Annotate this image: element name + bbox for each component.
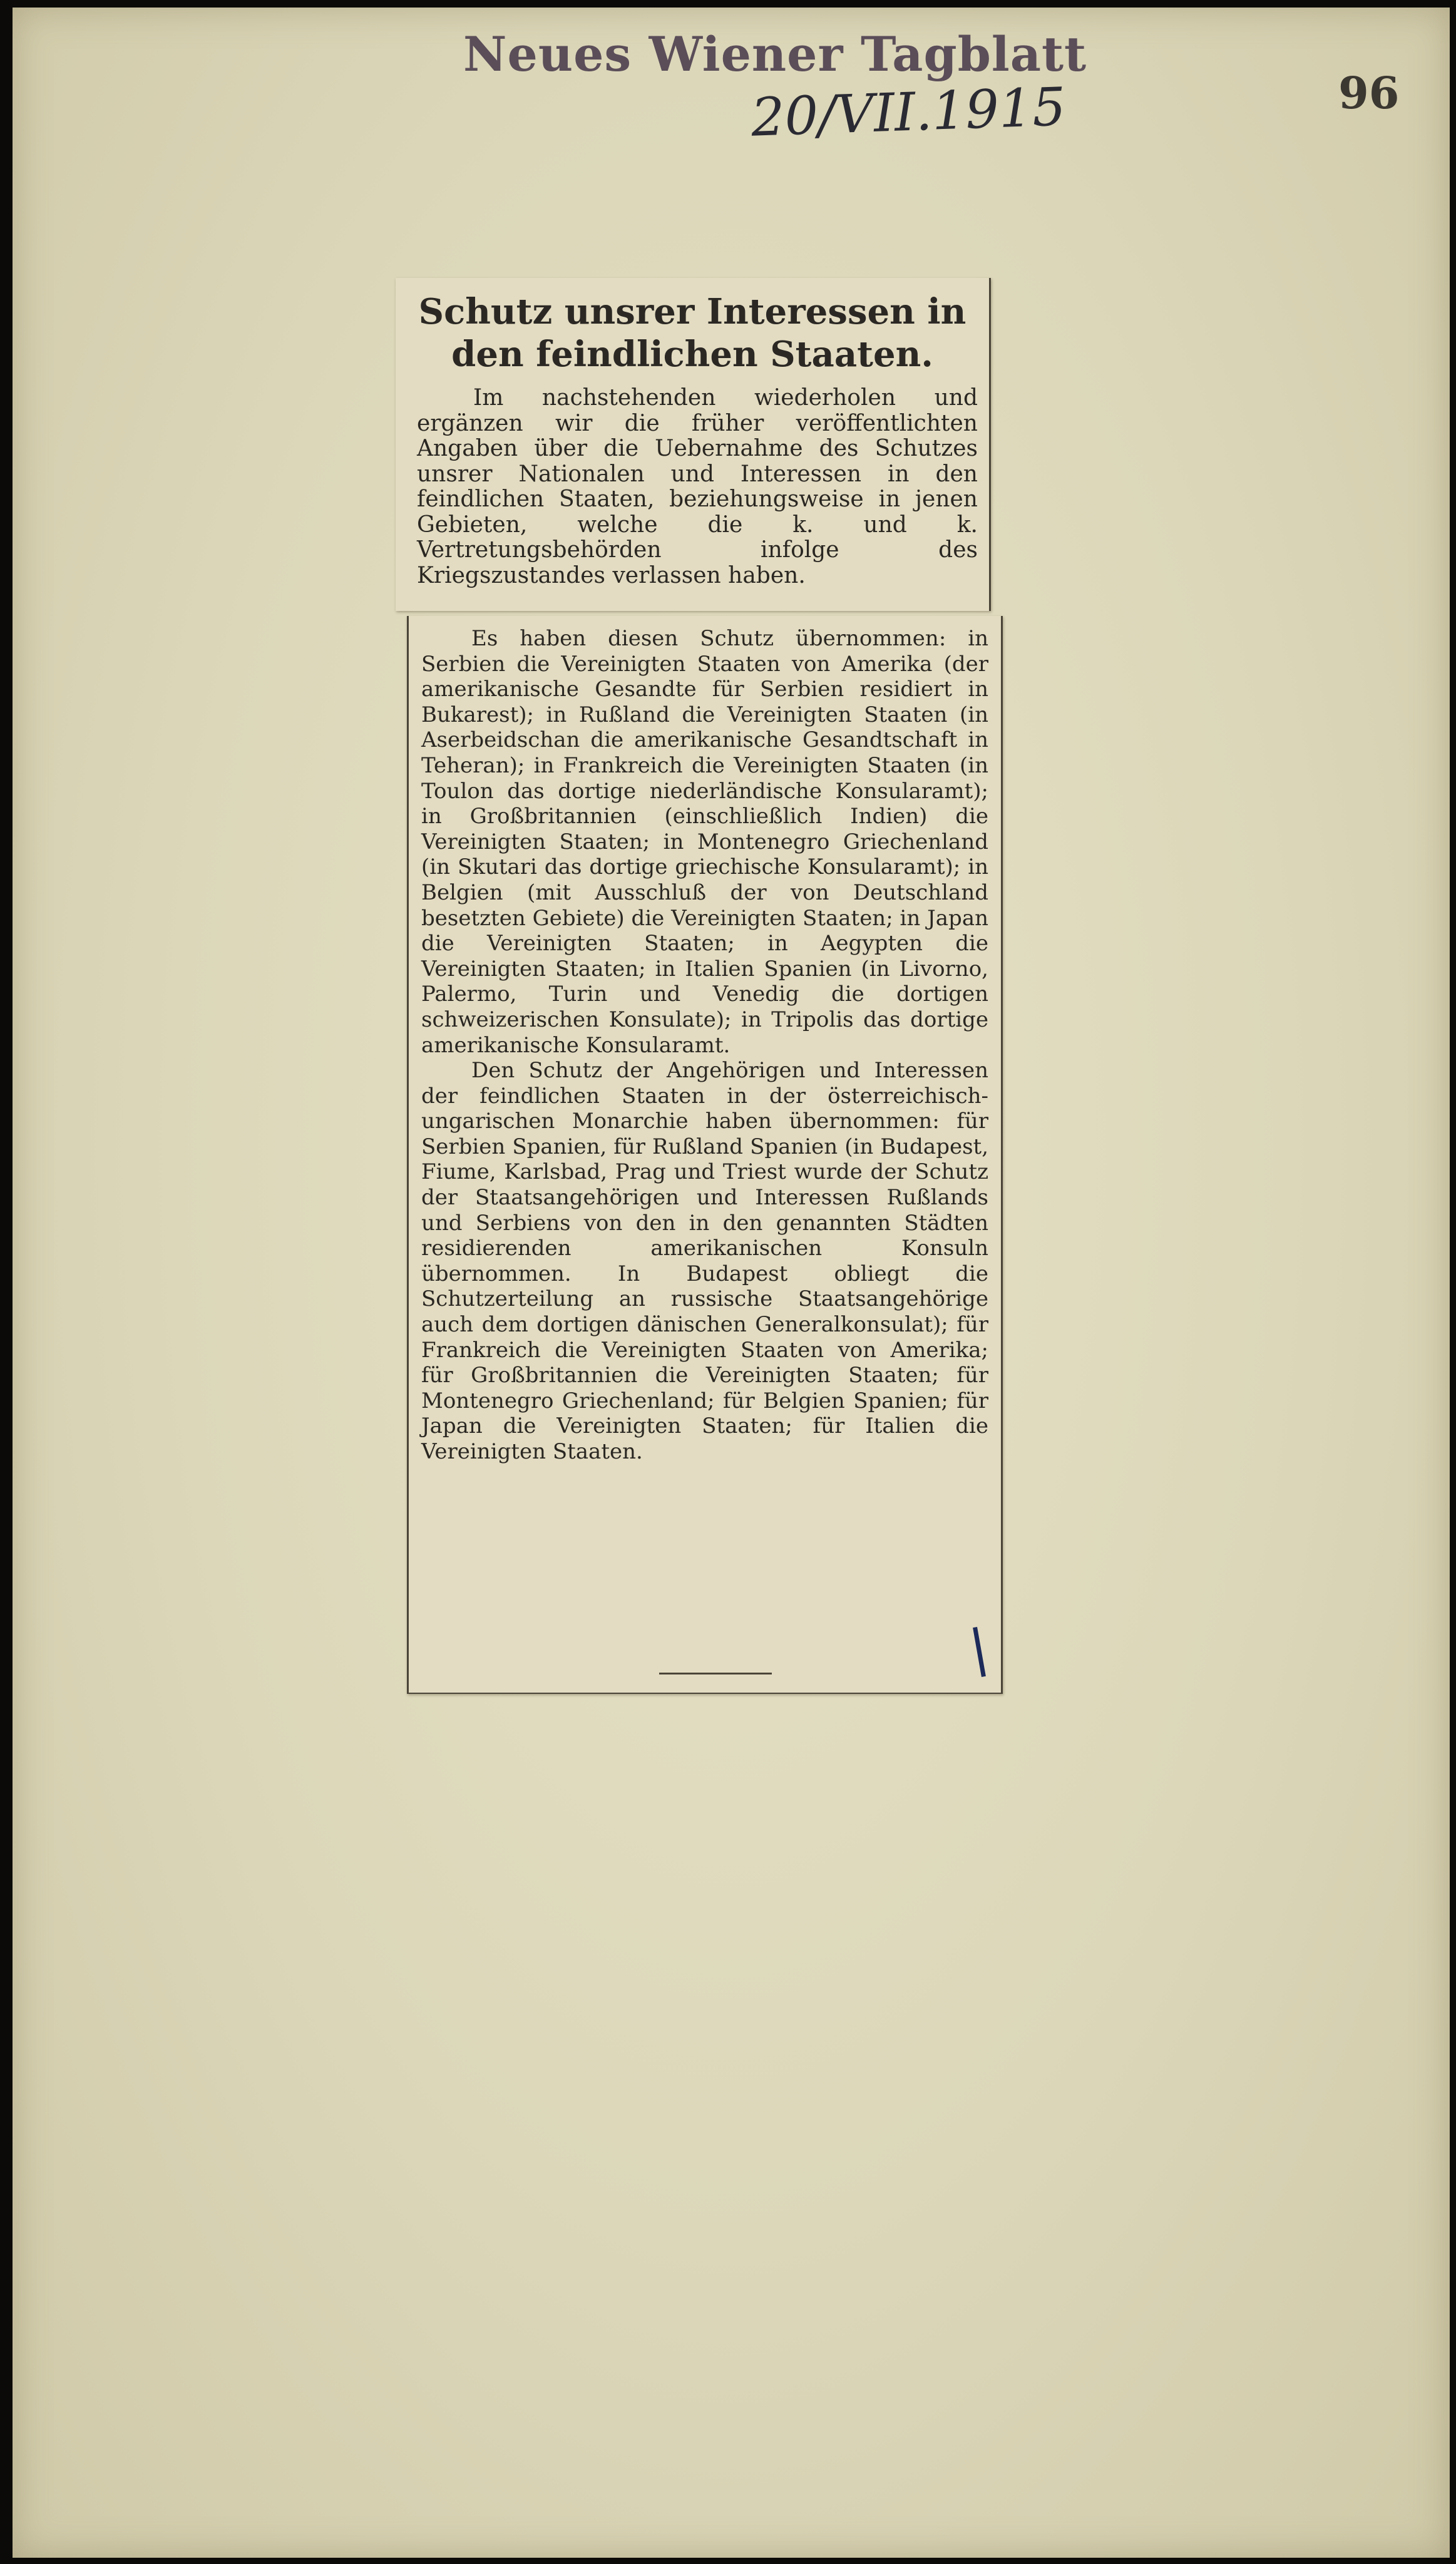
archive-sheet (13, 8, 1450, 2558)
page-number: 96 (1338, 67, 1400, 119)
article-paragraph-1: Es haben diesen Schutz übernommen: in Serbien die Vereinigten Staaten von Amerika (der amerikanische Gesandte für Serbien residiert in Bukarest); in Rußland die Vereinigten Staaten (in Aserbeidschan die amerikanische Gesandtschaft in Teheran); in Frankreich die Vereinigten Staaten (in Toulon das dortige niederländische Konsularamt); in Großbritannien (einschließlich Indien) die Vereinigten Staaten; in Montenegro Griechenland (in Skutari das dortige griechische Konsularamt); in Belgien (mit Ausschluß der von Deutschland besetzten Gebiete) die Vereinigten Staaten; in Japan die Vereinigten Staaten; in Aegypten die Vereinigten Staaten; in Italien Spanien (in Livorno, Palermo, Turin und Venedig die dortigen schweizerischen Konsulate); in Tripolis das dortige amerikanische Konsularamt. (421, 626, 988, 1058)
article-intro: Im nachstehenden wiederholen und ergänzen wir die früher veröffentlichten Angaben über die Uebernahme des Schutzes unsrer Nationalen und Interessen in den feindlichen Staaten, beziehungsweise in jenen Gebieten, welche die k. und k. Vertretungsbehörden infolge des Kriegszustandes verlassen haben. (417, 385, 978, 588)
article-paragraph-2: Den Schutz der Angehörigen und Interessen der feindlichen Staaten in der österreichisch-ungarischen Monarchie haben übernommen: für Serbien Spanien, für Rußland Spanien (in Budapest, Fiume, Karlsbad, Prag und Triest wurde der Schutz der Staatsangehörigen und Interessen Rußlands und Serbiens von den in den genannten Städten residierenden amerikanischen Konsuln übernommen. In Budapest obliegt die Schutzerteilung an russische Staatsangehörige auch dem dortigen dänischen Generalkonsulat); für Frankreich die Vereinigten Staaten von Amerika; für Großbritannien die Vereinigten Staaten; für Montenegro Griechenland; für Belgien Spanien; für Japan die Vereinigten Staaten; für Italien die Vereinigten Staaten. (421, 1058, 988, 1464)
article-body (421, 626, 988, 1465)
newspaper-stamp: Neues Wiener Tagblatt (463, 26, 1087, 82)
handwritten-date: 20/VII.1915 (750, 76, 1067, 148)
clipping-headline-block (396, 278, 991, 611)
closing-rule (659, 1673, 772, 1674)
article-headline: Schutz unsrer Interessen in den feindlichen Staaten. (418, 291, 966, 375)
pencil-mark (973, 1627, 986, 1677)
clipping-body-block (407, 616, 1003, 1694)
